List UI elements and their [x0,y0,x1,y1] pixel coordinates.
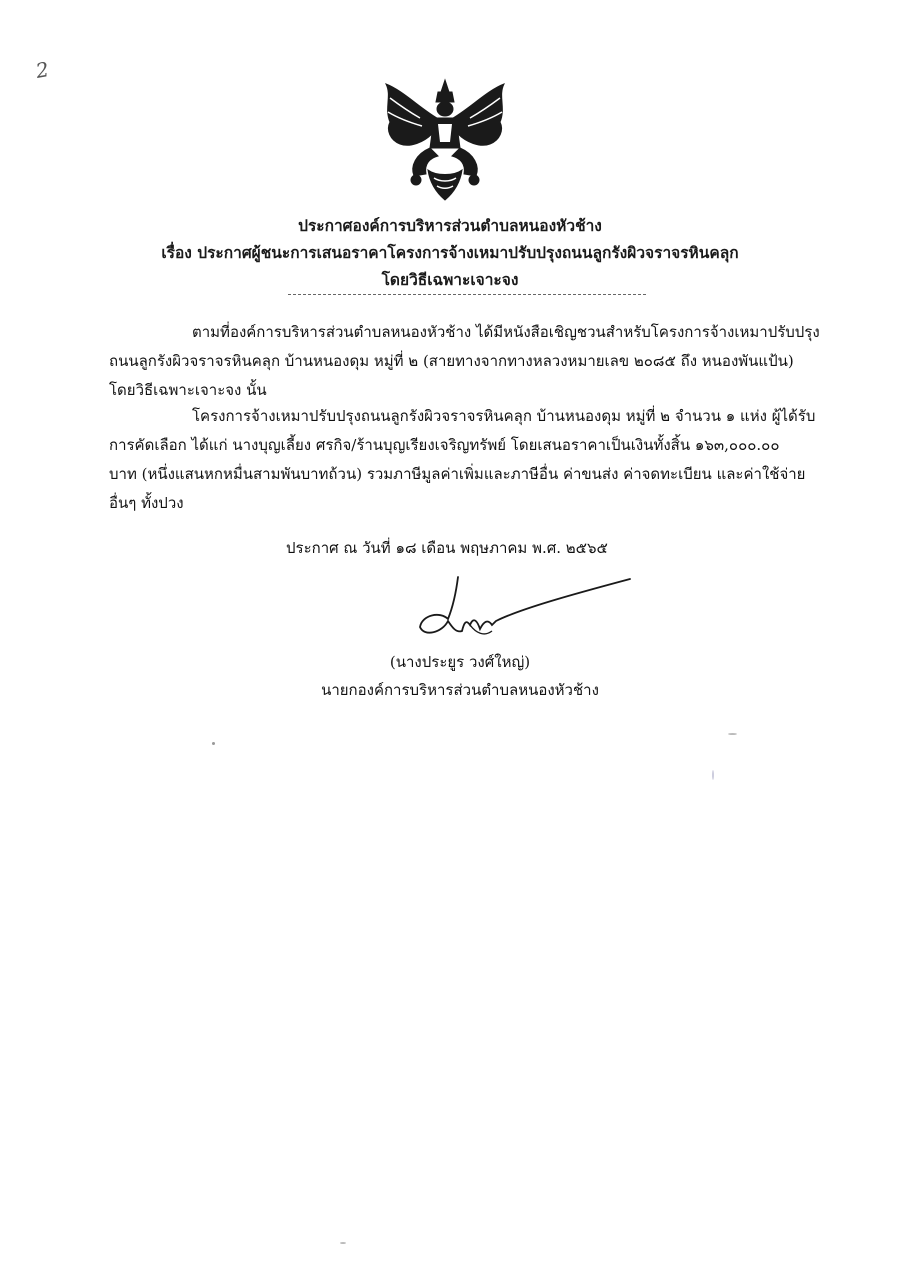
scan-speck [340,1242,346,1244]
scan-speck [712,770,714,780]
paragraph-1 [109,318,834,405]
document-subject: เรื่อง ประกาศผู้ชนะการเสนอราคาโครงการจ้างเหมาปรับปรุงถนนลูกรังผิวจราจรหินคลุก [161,243,739,262]
paragraph-1-line-1: ตามที่องค์การบริหารส่วนตำบลหนองหัวช้าง ได้มีหนังสือเชิญชวนสำหรับโครงการจ้างเหมาปรับปรุง [192,323,820,341]
procurement-method: โดยวิธีเฉพาะเจาะจง [381,270,519,289]
paragraph-1-line-2: ถนนลูกรังผิวจราจรหินคลุก บ้านหนองดุม หมู่ที่ ๒ (สายทางจากทางหลวงหมายเลข ๒๐๘๕ ถึง หนองพันแป้น) [109,352,794,370]
garuda-emblem-icon [380,78,510,203]
scan-speck [728,733,737,735]
document-header [0,212,900,293]
paragraph-2-line-2: การคัดเลือก ได้แก่ นางบุญเลี้ยง ศรกิจ/ร้านบุญเรียงเจริญทรัพย์ โดยเสนอราคาเป็นเงินทั้งสิ้น ๑๖๓,๐๐๐.๐๐ [109,436,780,454]
signer-name: (นางประยูร วงศ์ใหญ่) [389,653,531,671]
paragraph-2 [109,402,834,518]
page-number-mark: 2 [34,57,51,83]
paragraph-2-line-1: โครงการจ้างเหมาปรับปรุงถนนลูกรังผิวจราจรหินคลุก บ้านหนองดุม หมู่ที่ ๒ จำนวน ๑ แห่ง ผู้ได้รับ [192,407,816,425]
header-divider [288,294,646,295]
paragraph-1-line-3: โดยวิธีเฉพาะเจาะจง นั้น [109,381,267,399]
signer-position: นายกองค์การบริหารส่วนตำบลหนองหัวช้าง [321,681,599,699]
paragraph-2-line-4: อื่นๆ ทั้งปวง [109,494,184,512]
handwritten-signature [400,575,700,645]
scan-speck [212,742,215,745]
paragraph-2-line-3: บาท (หนึ่งแสนหกหมื่นสามพันบาทถ้วน) รวมภาษีมูลค่าเพิ่มและภาษีอื่น ค่าขนส่ง ค่าจดทะเบียน และค่าใช้จ่าย [109,465,806,483]
document-title: ประกาศองค์การบริหารส่วนตำบลหนองหัวช้าง [298,216,602,235]
announcement-date: ประกาศ ณ วันที่ ๑๘ เดือน พฤษภาคม พ.ศ. ๒๕๖๕ [286,539,608,557]
